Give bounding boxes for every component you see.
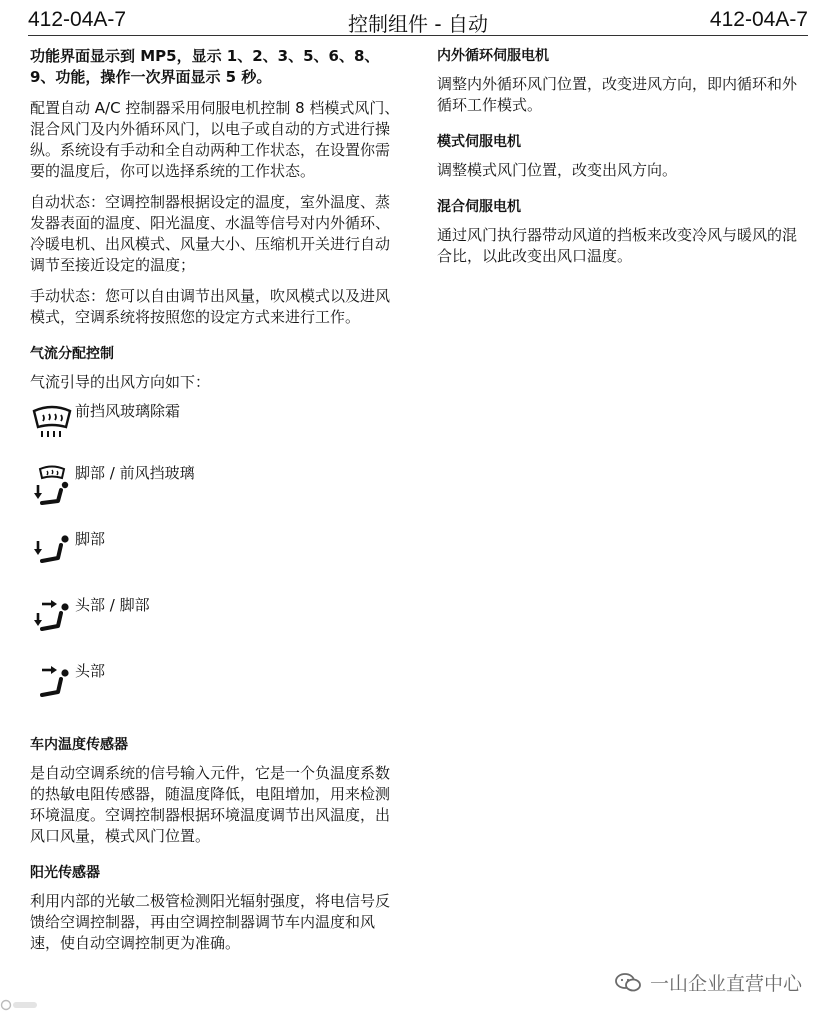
airflow-mode-list (30, 399, 400, 727)
blend-motor-text: 通过风门执行器带动风道的挡板来改变冷风与暖风的混合比，以此改变出风口温度。 (437, 226, 798, 265)
right-column (437, 46, 802, 277)
airflow-mode-item (30, 595, 400, 661)
airflow-intro: 气流引导的出风方向如下： (30, 373, 211, 391)
sun-sensor-heading: 阳光传感器 (30, 865, 100, 881)
corner-logo-icon (0, 998, 40, 1012)
head-feet-icon (30, 597, 74, 641)
auto-mode-paragraph: 自动状态：空调控制器根据设定的温度，室外温度、蒸发器表面的温度、阳光温度、水温等信号对内外循环、冷暖电机、出风模式、风量大小、压缩机开关进行自动调节至接近设定的温度； (30, 193, 391, 274)
airflow-mode-item (30, 529, 400, 595)
airflow-mode-label: 脚部 (75, 530, 106, 548)
cabin-sensor-heading: 车内温度传感器 (30, 737, 128, 753)
airflow-mode-label: 头部 (75, 662, 106, 680)
mode-motor-text: 调整模式风门位置，改变出风方向。 (437, 161, 678, 179)
wechat-icon (614, 972, 642, 994)
airflow-mode-label: 脚部 / 前风挡玻璃 (75, 464, 195, 482)
head-icon (30, 663, 74, 707)
airflow-mode-label: 前挡风玻璃除霜 (75, 402, 181, 420)
page-header (28, 6, 808, 36)
ac-controller-paragraph: 配置自动 A/C 控制器采用伺服电机控制 8 档模式风门、混合风门及内外循环风门，以电子或自动的方式进行操纵。系统设有手动和全自动两种工作状态，在设置你需要的温度后，你可以选择系统的工作状态。 (30, 99, 400, 180)
recirc-motor-text: 调整内外循环风门位置，改变进风方向，即内循环和外循环工作模式。 (437, 75, 798, 114)
airflow-mode-item (30, 463, 400, 529)
sun-sensor-text: 利用内部的光敏二极管检测阳光辐射强度，将电信号反馈给空调控制器，再由空调控制器调节车内温度和风速，使自动空调控制更为准确。 (30, 892, 391, 952)
mode-motor-heading: 模式伺服电机 (437, 134, 521, 150)
airflow-mode-item (30, 399, 400, 463)
airflow-mode-item (30, 661, 400, 727)
page-title: 控制组件 - 自动 (348, 12, 488, 36)
airflow-heading: 气流分配控制 (30, 346, 114, 362)
section-code-left: 412-04A-7 (28, 8, 127, 31)
recirc-motor-heading: 内外循环伺服电机 (437, 48, 549, 64)
watermark-text: 一山企业直营中心 (649, 973, 802, 995)
left-column (30, 46, 400, 964)
airflow-mode-label: 头部 / 脚部 (75, 596, 150, 614)
feet-windshield-icon (30, 465, 74, 509)
watermark (614, 969, 802, 996)
blend-motor-heading: 混合伺服电机 (437, 199, 521, 215)
manual-mode-paragraph: 手动状态：您可以自由调节出风量，吹风模式以及进风模式，空调系统将按照您的设定方式来进行工作。 (30, 287, 391, 326)
section-code-right: 412-04A-7 (709, 8, 808, 31)
feet-icon (30, 531, 74, 575)
intro-paragraph: 功能界面显示到 MP5，显示 1、2、3、5、6、8、9、功能，操作一次界面显示 5 秒。 (30, 47, 380, 86)
cabin-sensor-text: 是自动空调系统的信号输入元件，它是一个负温度系数的热敏电阻传感器，随温度降低，电阻增加，用来检测环境温度。空调控制器根据环境温度调节出风温度，出风口风量，模式风门位置。 (30, 764, 391, 845)
windshield-defrost-icon (30, 401, 74, 445)
